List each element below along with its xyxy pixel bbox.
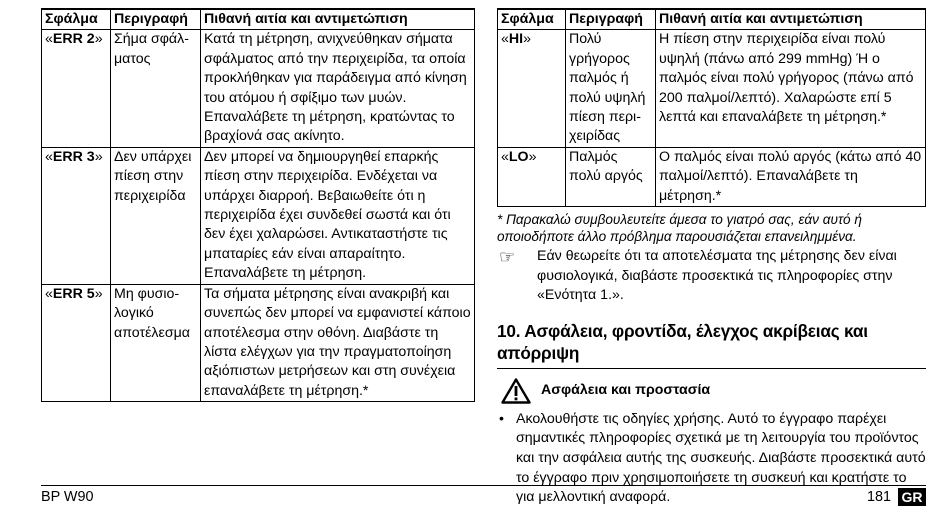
left-column bbox=[41, 8, 475, 402]
footer-model: BP W90 bbox=[41, 489, 94, 505]
table-header-row bbox=[498, 9, 926, 30]
language-badge: GR bbox=[898, 488, 926, 506]
error-code: «ERR 5» bbox=[42, 284, 111, 401]
hint-text: Εάν θεωρείτε ότι τα αποτελέσματα της μέτρησης δεν είναι φυσιολογικά, διαβάστε προσεκτικά τις πληροφορίες στην «Ενότητα 1.». bbox=[537, 248, 897, 304]
footnote: * Παρακαλώ συμβουλευτείτε άμεσα το γιατρό σας, εάν αυτό ή οποιοδήποτε άλλο πρόβλημα παρουσιάζεται επανειλημμένα. bbox=[497, 212, 862, 245]
error-description: Μη φυσιο- λογικό αποτέλεσμα bbox=[111, 284, 201, 401]
footer-divider bbox=[41, 485, 926, 486]
error-table-right bbox=[497, 8, 926, 207]
error-code: «ERR 3» bbox=[42, 147, 111, 284]
table-row bbox=[498, 147, 926, 206]
pointing-hand-icon: ☞ bbox=[499, 247, 516, 268]
error-description: Δεν υπάρχει πίεση στην περιχειρίδα bbox=[111, 147, 201, 284]
error-code: «ERR 2» bbox=[42, 30, 111, 147]
table-header-row bbox=[42, 9, 475, 30]
header-cause: Πιθανή αιτία και αντιμετώπιση bbox=[656, 9, 926, 30]
error-cause: Ο παλμός είναι πολύ αργός (κάτω από 40 παλμοί/λεπτό). Επαναλάβετε τη μέτρηση.* bbox=[656, 147, 926, 206]
error-cause: Κατά τη μέτρηση, ανιχνεύθηκαν σήματα σφάλματος από την περιχειρίδα, τα οποία προκλήθηκαν για παράδειγμα από κίνηση του ατόμου ή σφίξιμο των μυών. Επαναλάβετε τη μέτρηση, κρατώντας το βραχίονά σας ακίνητο. bbox=[201, 30, 475, 147]
error-code: «HI» bbox=[498, 30, 566, 147]
error-description: Παλμός πολύ αργός bbox=[566, 147, 656, 206]
error-cause: Δεν μπορεί να δημιουργηθεί επαρκής πίεση στην περιχειρίδα. Ενδέχεται να υπάρχει διαρροή. Βεβαιωθείτε ότι η περιχειρίδα έχει συνδεθεί σωστά και ότι δεν έχει χαλαρώσει. Αντικαταστήστε τις μπαταρίες εάν είναι απαραίτητο. Επαναλάβετε τη μέτρηση. bbox=[201, 147, 475, 284]
bullet-icon: • bbox=[499, 410, 504, 427]
header-error: Σφάλμα bbox=[42, 9, 111, 30]
subheading-text: Ασφάλεια και προστασία bbox=[541, 381, 711, 398]
error-description: Σήμα σφάλ- ματος bbox=[111, 30, 201, 147]
right-column bbox=[497, 8, 926, 508]
table-row bbox=[498, 30, 926, 147]
page-number: 181 bbox=[867, 489, 892, 505]
hint-note bbox=[497, 247, 926, 306]
error-cause: Η πίεση στην περιχειρίδα είναι πολύ υψηλή (πάνω από 299 mmHg) Ή ο παλμός είναι πολύ γρήγορος (πάνω από 200 παλμοί/λεπτό). Χαλαρώστε επί 5 λεπτά και επαναλάβετε τη μέτρηση.* bbox=[656, 30, 926, 147]
header-description: Περιγραφή bbox=[111, 9, 201, 30]
error-code: «LO» bbox=[498, 147, 566, 206]
header-description: Περιγραφή bbox=[566, 9, 656, 30]
table-row bbox=[42, 284, 475, 401]
table-row bbox=[42, 147, 475, 284]
error-table-left bbox=[41, 8, 475, 402]
list-item bbox=[497, 410, 926, 508]
subheading bbox=[497, 378, 926, 404]
section-title: 10. Ασφάλεια, φροντίδα, έλεγχος ακρίβειας και απόρριψη bbox=[497, 320, 926, 369]
header-error: Σφάλμα bbox=[498, 9, 566, 30]
warning-triangle-icon bbox=[501, 378, 531, 404]
error-description: Πολύ γρήγορος παλμός ή πολύ υψηλή πίεση περι- χειρίδας bbox=[566, 30, 656, 147]
table-row bbox=[42, 30, 475, 147]
header-cause: Πιθανή αιτία και αντιμετώπιση bbox=[201, 9, 475, 30]
bullet-text: Ακολουθήστε τις οδηγίες χρήσης. Αυτό το έγγραφο παρέχει σημαντικές πληροφορίες σχετικά με τη λειτουργία του προϊόντος και την ασφάλεια αυτής της συσκευής. Διαβάστε προσεκτικά αυτό το έγγραφο πριν χρησιμοποιήσετε τη συσκευή και κρατήστε το για μελλοντική αναφορά. bbox=[516, 410, 926, 506]
error-cause: Τα σήματα μέτρησης είναι ανακριβή και συνεπώς δεν μπορεί να εμφανιστεί κάποιο αποτέλεσμα στην οθόνη. Διαβάστε τη λίστα ελέγχων για την πραγματοποίηση αξιόπιστων μετρήσεων και στη συνέχεια επαναλάβετε τη μέτρηση.* bbox=[201, 284, 475, 401]
